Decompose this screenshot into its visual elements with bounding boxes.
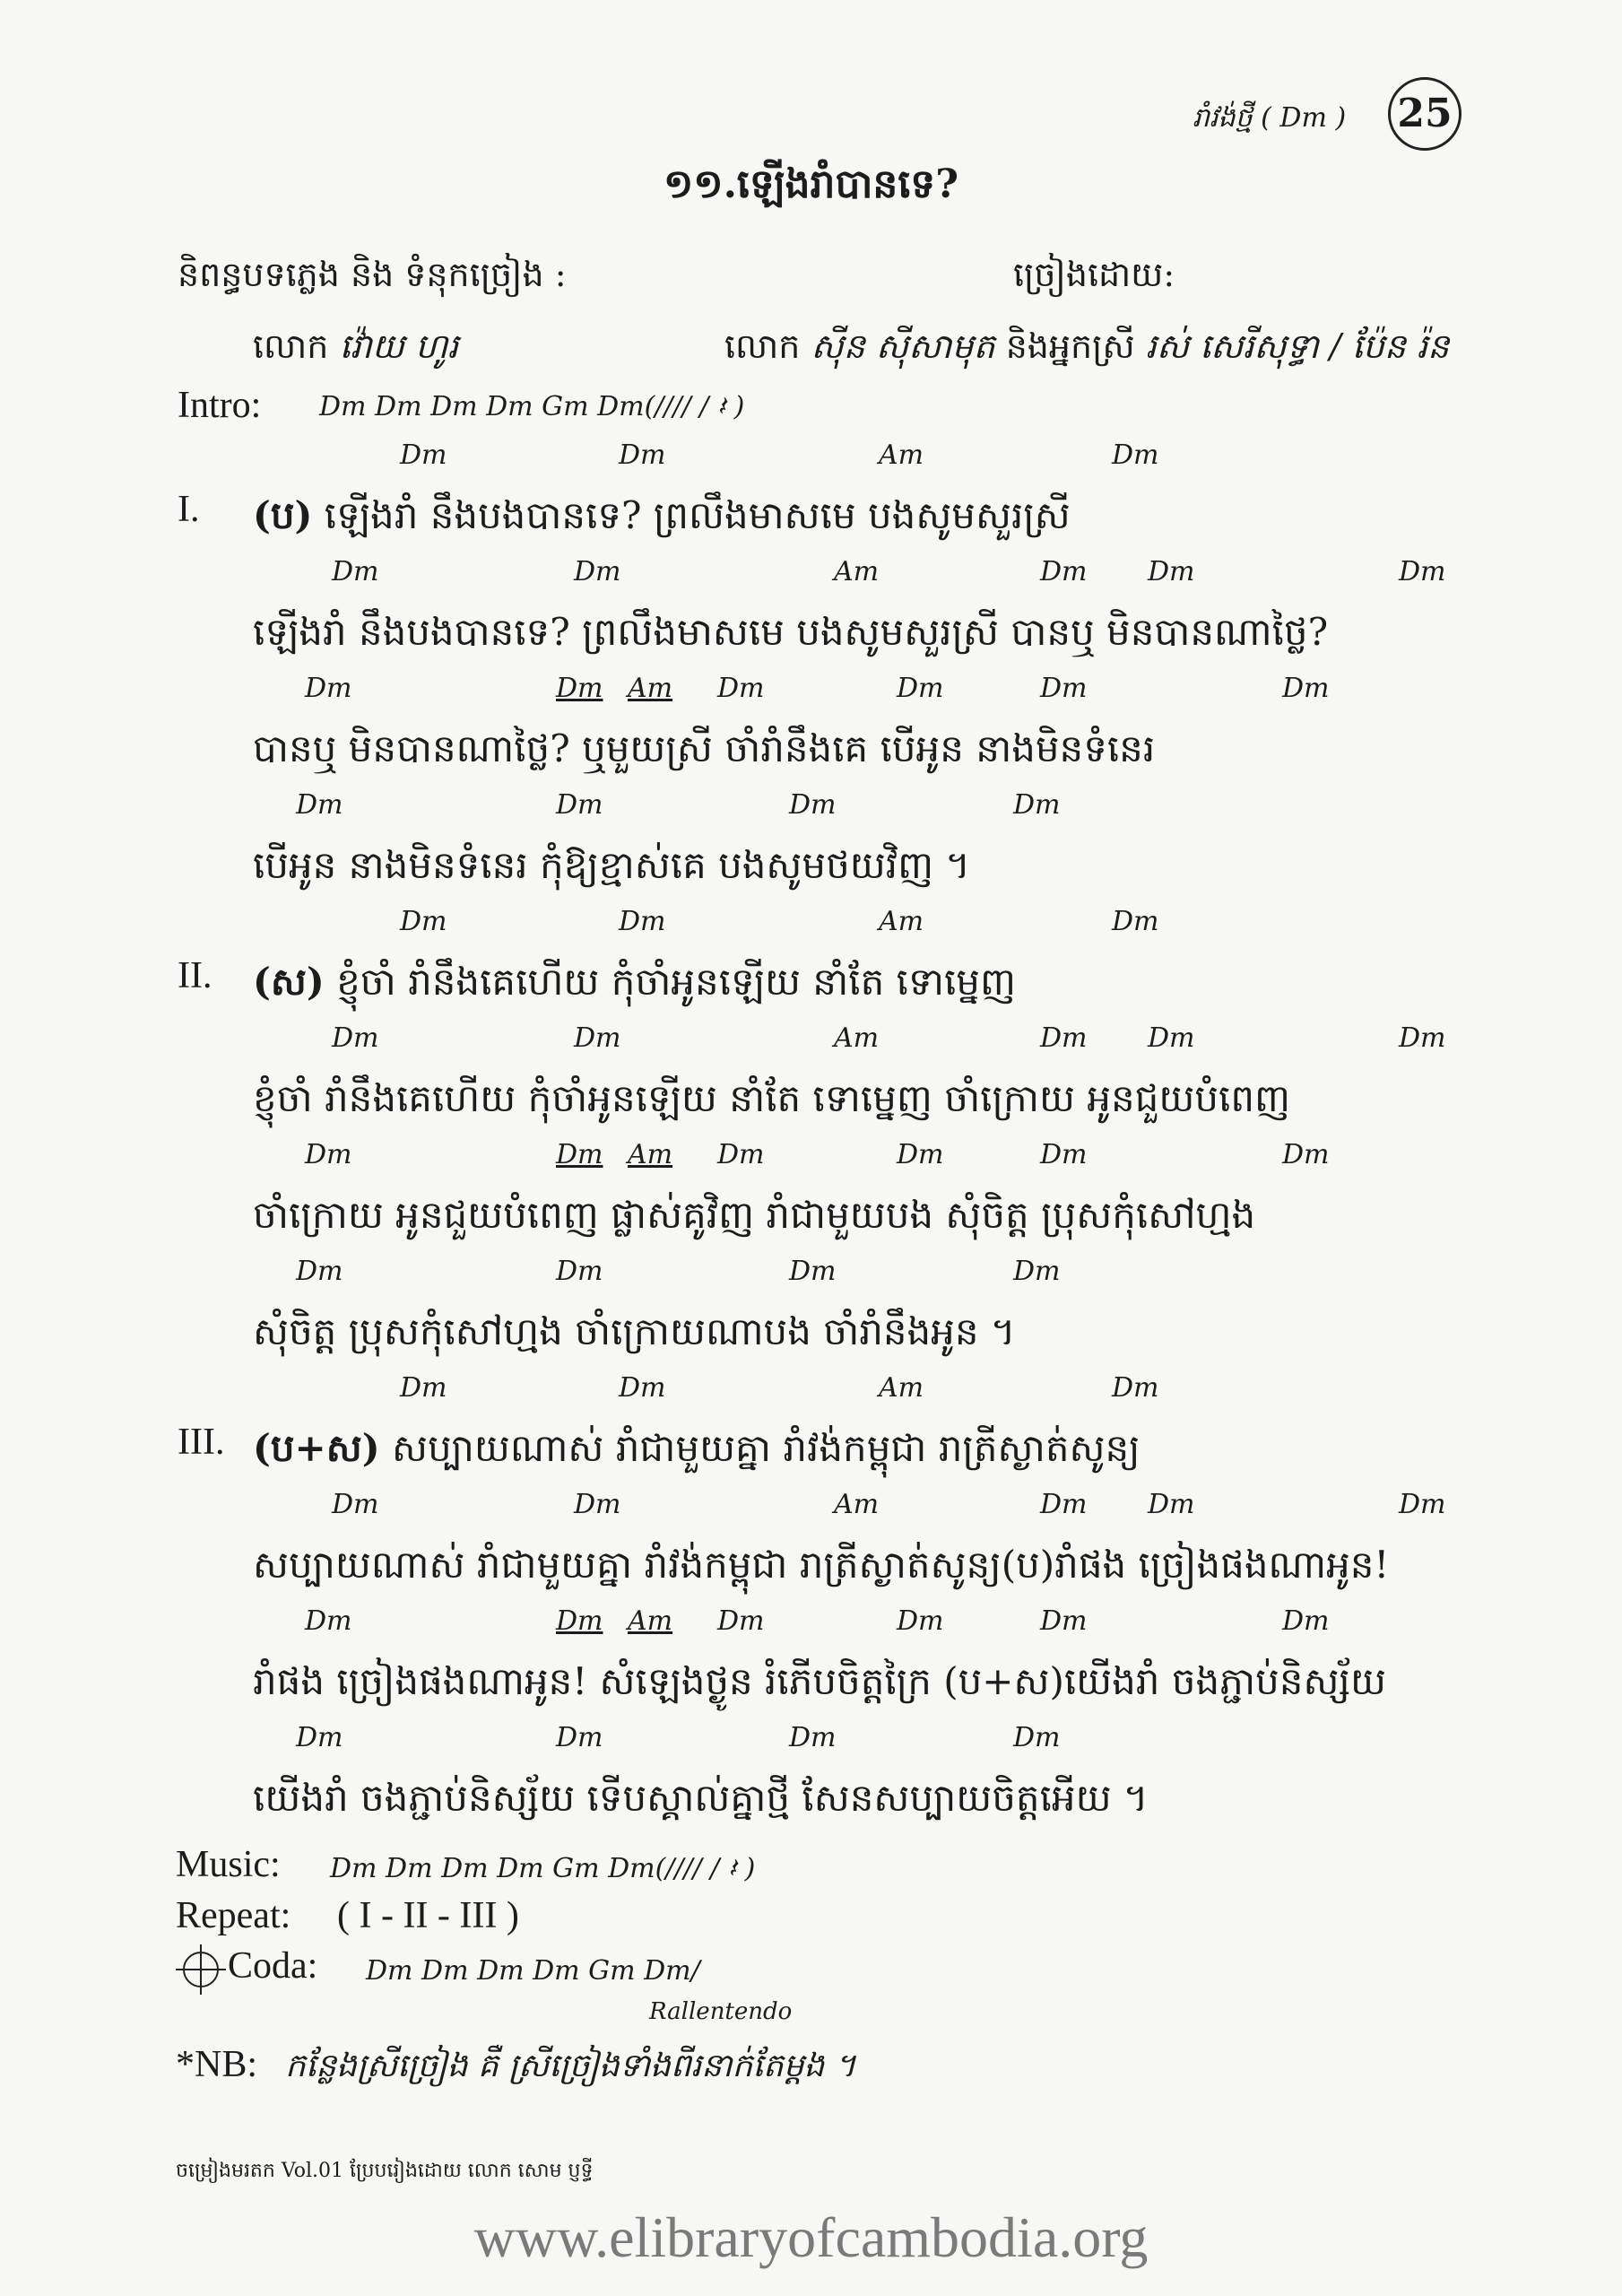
singer-prefix: លោក <box>724 326 801 366</box>
chord-symbol: Dm <box>305 1605 352 1637</box>
section-numeral: III. <box>178 1422 225 1463</box>
lyric-text: យើងរាំ ចងភ្ជាប់និស្ស័យ ទើបស្គាល់គ្នាថ្មី សែនសប្បាយចិត្តអើយ ។ <box>253 1776 1149 1820</box>
chord-symbol: Dm <box>332 1489 379 1520</box>
chord-symbol: Dm <box>1282 673 1330 704</box>
chord-symbol: Am <box>879 906 924 937</box>
intro-chords: Dm Dm Dm Dm Gm Dm(//// / 𝄽 ) <box>319 391 745 422</box>
singer-join: និងអ្នកស្រី <box>1005 326 1135 366</box>
rallentando-mark: Rallentendo <box>649 1998 793 2025</box>
chord-symbol: Dm <box>1040 1139 1088 1170</box>
chord-symbol: Dm <box>556 1605 603 1637</box>
lyric-line <box>253 725 1155 780</box>
chord-symbol: Dm <box>1112 906 1159 937</box>
singer-tag: (ស) <box>253 960 325 1004</box>
lyric-text: បានឬ មិនបានណាថ្លៃ? ឬមួយស្រី ចាំរាំនឹងគេ បើអូន នាងមិនទំនេរ <box>253 726 1156 770</box>
coda-symbol-icon <box>183 1952 219 1987</box>
chord-symbol: Dm <box>1399 1022 1446 1054</box>
chord-symbol: Dm <box>717 1139 765 1170</box>
chord-symbol: Dm <box>296 1256 343 1287</box>
page-number-badge: 25 <box>1388 77 1462 151</box>
chord-symbol: Dm <box>789 1722 837 1753</box>
chord-symbol: Dm <box>574 1022 621 1054</box>
lyric-line <box>253 841 970 897</box>
chord-symbol: Dm <box>574 556 621 587</box>
footer-text: ចម្រៀងមរតក Vol.01 ប្រែបរៀងដោយ លោក សោម ប្ញទ្ធី <box>176 2160 594 2182</box>
chord-symbol: Dm <box>556 1139 603 1170</box>
chord-symbol: Dm <box>556 789 603 821</box>
chord-symbol: Am <box>834 556 880 587</box>
chord-symbol: Dm <box>305 1139 352 1170</box>
chord-symbol: Dm <box>1040 673 1088 704</box>
chord-symbol: Dm <box>1013 789 1061 821</box>
chord-symbol: Dm <box>305 673 352 704</box>
section-numeral: I. <box>178 489 200 530</box>
lyric-text: សុំចិត្ត ប្រុសកុំសៅហ្មង ចាំក្រោយណាបង ចាំរាំនឹងអូន ។ <box>253 1309 1016 1353</box>
chord-symbol: Dm <box>296 789 343 821</box>
lyric-text: ឡើងរាំ នឹងបងបានទេ? ព្រលឹងមាសមេ បងសូមសួរស្រី បានឬ មិនបានណាថ្លៃ? <box>253 610 1329 654</box>
chord-symbol: Dm <box>897 673 944 704</box>
singer-tag: (ប+ស) <box>253 1426 380 1470</box>
lyric-line <box>253 1541 1389 1596</box>
chord-symbol: Dm <box>296 1722 343 1753</box>
lyric-line <box>253 608 1328 664</box>
lyric-line <box>253 1191 1255 1247</box>
chord-symbol: Dm <box>1040 1605 1088 1637</box>
chord-symbol: Dm <box>619 1372 666 1404</box>
lyric-line <box>253 1774 1149 1830</box>
chord-symbol: Dm <box>1148 1489 1195 1520</box>
chord-symbol: Am <box>879 1372 924 1404</box>
chord-symbol: Dm <box>1282 1139 1330 1170</box>
coda-label: Coda: <box>228 1945 318 1987</box>
repeat-label: Repeat: <box>176 1895 291 1936</box>
lyric-text: ខ្ញុំចាំ រាំនឹងគេហើយ កុំចាំអូនឡើយ នាំតែ ទោម្នេញ <box>336 960 1016 1004</box>
music-label: Music: <box>176 1844 281 1885</box>
lyric-text: ចាំក្រោយ អូនជួយបំពេញ ផ្លាស់គូវិញ រាំជាមួយបង សុំចិត្ត ប្រុសកុំសៅហ្មង <box>253 1193 1256 1237</box>
music-chords: Dm Dm Dm Dm Gm Dm(//// / 𝄽 ) <box>330 1853 756 1884</box>
chord-symbol: Dm <box>400 439 447 471</box>
chord-symbol: Dm <box>332 1022 379 1054</box>
chord-symbol: Dm <box>619 906 666 937</box>
song-title: ១១.ឡើងរាំបានទេ? <box>664 161 958 207</box>
lyric-text: បើអូន នាងមិនទំនេរ កុំឱ្យខ្មាស់គេ បងសូមថយវិញ ។ <box>253 843 971 887</box>
lyric-text: ឡើងរាំ នឹងបងបានទេ? ព្រលឹងមាសមេ បងសូមសួរស្រី <box>324 493 1071 537</box>
singer-tag: (ប) <box>253 493 313 537</box>
chord-symbol: Dm <box>1282 1605 1330 1637</box>
chord-symbol: Dm <box>789 1256 837 1287</box>
composer-label: និពន្ធបទភ្លេង និង ទំនុកច្រៀង : <box>178 255 567 294</box>
singer-credit <box>724 325 1449 375</box>
chord-symbol: Am <box>628 673 673 704</box>
chord-symbol: Dm <box>1040 556 1088 587</box>
lyric-line <box>253 1074 1290 1130</box>
chord-symbol: Dm <box>897 1605 944 1637</box>
lyric-text: ខ្ញុំចាំ រាំនឹងគេហើយ កុំចាំអូនឡើយ នាំតែ ទោម្នេញ ចាំក្រោយ អូនជួយបំពេញ <box>253 1076 1290 1120</box>
lyric-line <box>253 958 1016 1013</box>
chord-symbol: Dm <box>556 673 603 704</box>
coda-chords: Dm Dm Dm Dm Gm Dm/ <box>366 1955 700 1987</box>
singer-label: ច្រៀងដោយ: <box>1013 255 1175 294</box>
rhythm-label: រាំវង់ថ្មី ( Dm ) <box>1193 102 1347 134</box>
composer-credit <box>253 325 458 375</box>
composer-prefix: លោក <box>253 326 329 366</box>
chord-symbol: Dm <box>619 439 666 471</box>
chord-symbol: Dm <box>1040 1022 1088 1054</box>
chord-symbol: Dm <box>1148 1022 1195 1054</box>
lyric-line <box>253 491 1071 547</box>
chord-symbol: Am <box>834 1489 880 1520</box>
watermark-url: www.elibraryofcambodia.org <box>473 2205 1149 2269</box>
chord-symbol: Dm <box>717 1605 765 1637</box>
note-text: កន្លែងស្រីច្រៀង គឺ ស្រីច្រៀងទាំងពីរនាក់តែម្តង ។ <box>285 2048 856 2084</box>
repeat-value: ( I - II - III ) <box>337 1895 519 1936</box>
lyric-line <box>253 1308 1016 1363</box>
chord-symbol: Dm <box>1040 1489 1088 1520</box>
chord-symbol: Dm <box>400 906 447 937</box>
chord-symbol: Dm <box>574 1489 621 1520</box>
lyric-text: សប្បាយណាស់ រាំជាមួយគ្នា រាំវង់កម្ពុជា រាត្រីស្ងាត់សូន្យ <box>391 1426 1141 1470</box>
chord-symbol: Dm <box>1148 556 1195 587</box>
chord-symbol: Dm <box>717 673 765 704</box>
chord-symbol: Am <box>834 1022 880 1054</box>
lyric-line <box>253 1657 1386 1713</box>
chord-symbol: Dm <box>556 1722 603 1753</box>
section-numeral: II. <box>178 955 213 996</box>
lyric-text: រាំផង ច្រៀងផងណាអូន! សំឡេងថ្ងូន រំភើបចិត្តក្រៃ (ប+ស)យើងរាំ ចងភ្ជាប់និស្ស័យ <box>253 1659 1386 1703</box>
chord-symbol: Dm <box>1013 1256 1061 1287</box>
composer-name: វ៉ោយ ហូរ <box>339 326 459 366</box>
chord-symbol: Dm <box>1112 439 1159 471</box>
singer-name-2: រស់ សេរីសុទ្ធា / ប៉ែន រ៉ន <box>1145 326 1450 366</box>
lyric-text: សប្បាយណាស់ រាំជាមួយគ្នា រាំវង់កម្ពុជា រាត្រីស្ងាត់សូន្យ(ប)រាំផង ច្រៀងផងណាអូន! <box>253 1543 1390 1587</box>
lyric-line <box>253 1424 1141 1480</box>
chord-symbol: Dm <box>789 789 837 821</box>
chord-symbol: Dm <box>1013 1722 1061 1753</box>
note-label: *NB: <box>176 2044 258 2085</box>
chord-symbol: Dm <box>556 1256 603 1287</box>
chord-symbol: Dm <box>897 1139 944 1170</box>
chord-symbol: Dm <box>1112 1372 1159 1404</box>
singer-name-1: ស៊ីន ស៊ីសាមុត <box>811 326 995 366</box>
chord-symbol: Dm <box>1399 556 1446 587</box>
chord-symbol: Dm <box>400 1372 447 1404</box>
chord-symbol: Am <box>628 1605 673 1637</box>
chord-symbol: Am <box>628 1139 673 1170</box>
chord-symbol: Am <box>879 439 924 471</box>
chord-symbol: Dm <box>1399 1489 1446 1520</box>
intro-label: Intro: <box>178 385 262 426</box>
chord-symbol: Dm <box>332 556 379 587</box>
